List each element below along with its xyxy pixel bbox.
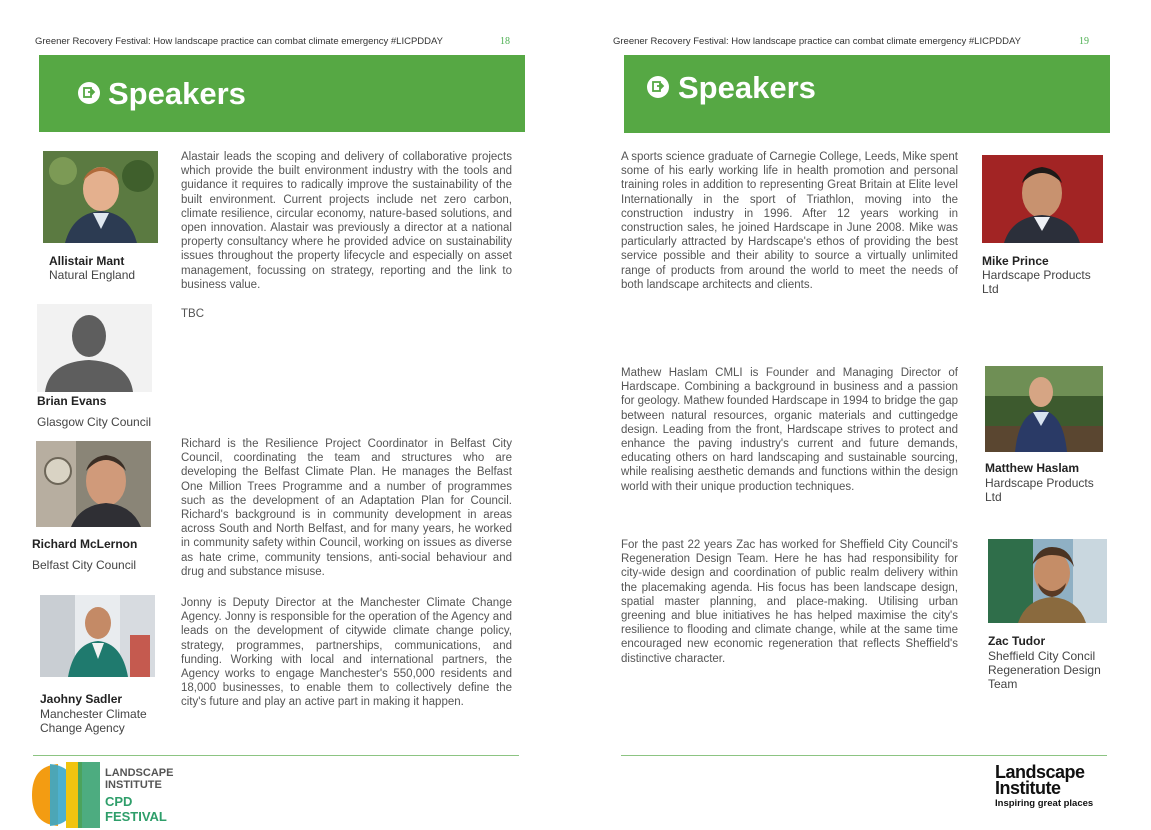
speaker-bio: For the past 22 years Zac has worked for Sheffield City Council's Regeneration Design Team. Here he has had responsibility for city-wide design and coordination of public realm delivery within the placemaking agenda. His focus has been landscape design, spatial master planning, and place-making. Utilising urban greening and blue initiatives he has helped maximise the city's resilience to flooding and climate change, while at the same time encouraged new economic regeneration that reflects Sheffield's distinctive character. — [621, 539, 958, 665]
running-head: Greener Recovery Festival: How landscape practice can combat climate emergency #LICPDDAY — [613, 36, 1021, 47]
page-number: 19 — [1079, 36, 1089, 47]
speaker-photo-mike-prince — [982, 155, 1103, 243]
speaker-name: Zac Tudor — [988, 634, 1046, 648]
speaker-org: Manchester Climate Change Agency — [40, 707, 147, 735]
speaker-org: Sheffield City Concil Regeneration Design Team — [988, 649, 1101, 691]
footer-rule — [33, 755, 519, 756]
speaker-org: Hardscape Products Ltd — [985, 476, 1094, 504]
speaker-name: Brian Evans — [37, 394, 107, 408]
speaker-bio: Richard is the Resilience Project Coordinator in Belfast City Council, coordinating the team and structures who are developing the Belfast Climate Plan. He manages the Belfast One Million Trees Programme and a number of programmes such as the development of an Adaptation Plan for Council. Richard's background is in community development in areas across South and North Belfast, and for many years, he worked in community safety within Council, working on issues as diverse as hate crime, community tensions, anti-social behaviour and drug and substance misuse. — [181, 438, 512, 578]
speaker-name: Allistair Mant — [49, 254, 125, 268]
speaker-photo-placeholder — [37, 304, 152, 392]
speaker-bio: Jonny is Deputy Director at the Manchester Climate Change Agency. Jonny is responsible for the operation of the Agency and leads on the development of citywide climate change policy, strategy, programmes, partnerships, communications, and funding. Working with local and international partners, the Agency works to engage Manchester's 550,000 residents and 18,000 businesses, to enable them to collectively define the city's future and play an active part in making it happen. — [181, 597, 512, 709]
cpd-festival-logo: LANDSCAPE INSTITUTE CPD FESTIVAL — [30, 762, 170, 828]
landscape-institute-logo: Landscape Institute Inspiring great places — [995, 762, 1094, 809]
right-page — [575, 0, 1151, 830]
speaker-org: Hardscape Products Ltd — [982, 268, 1091, 296]
speaker-bio: Alastair leads the scoping and delivery of collaborative projects which provide the built environment industry with the tools and guidance it requires to radically improve the sustainability of the built environment. Current projects include net zero carbon, climate resilience, circular economy, nature-based solutions, and open innovation. Alastair was previously a director at a national property consultancy where he provided advice on sustainability issues throughout the property lifecycle and especially on asset management, focussing on strategy, reporting and the link to business value. — [181, 151, 512, 291]
speaker-bio: A sports science graduate of Carnegie College, Leeds, Mike spent some of his early working life in health promotion and personal training roles in addition to representing Great Britain at Elite level Internationally in the sport of Triathlon, moving into the construction industry in 1996. After 12 years working in construction sales, he joined Hardscape in June 2008. Mike was particularly attracted by Hardscape's ethos of providing the best service possible and their ability to source a virtually unlimited range of products from around the world to meet the needs of both landscape architects and clients. — [621, 151, 958, 291]
speakers-banner — [624, 55, 1110, 133]
footer-rule — [621, 755, 1107, 756]
speaker-photo-allistair-mant — [43, 151, 158, 243]
speakers-banner — [39, 55, 525, 132]
speaker-name: Matthew Haslam — [985, 461, 1080, 475]
speaker-photo-matthew-haslam — [985, 366, 1103, 452]
left-page — [0, 0, 575, 830]
speaker-name: Richard McLernon — [32, 537, 138, 551]
speakers-icon — [78, 82, 100, 104]
page-number: 18 — [500, 36, 510, 47]
speakers-icon — [647, 76, 669, 98]
speaker-org: Natural England — [49, 268, 136, 282]
speaker-bio: TBC — [181, 308, 204, 320]
speaker-name: Mike Prince — [982, 254, 1049, 268]
speaker-bio: Mathew Haslam CMLI is Founder and Managing Director of Hardscape. Combining a background in business and a passion for geology. Mathew founded Hardscape in 1994 to bridge the gap between natural resources, organic materials and cuttingedge design. Leading from the front, Hardscape strives to protect and enhance the paving industry's current and future demands, educating others on hard landscaping and sustainable sourcing, while realising aesthetic demands and functions within the design world with their unique production techniques. — [621, 367, 958, 493]
speaker-org: Glasgow City Council — [37, 415, 152, 429]
speaker-photo-jaohny-sadler — [40, 595, 155, 677]
banner-title: Speakers — [678, 70, 816, 105]
speaker-org: Belfast City Council — [32, 558, 137, 572]
speaker-photo-richard-mclernon — [36, 441, 151, 527]
speaker-photo-zac-tudor — [988, 539, 1107, 623]
running-head: Greener Recovery Festival: How landscape practice can combat climate emergency #LICPDDAY — [35, 36, 443, 47]
banner-title: Speakers — [108, 76, 246, 111]
speaker-name: Jaohny Sadler — [40, 692, 123, 706]
